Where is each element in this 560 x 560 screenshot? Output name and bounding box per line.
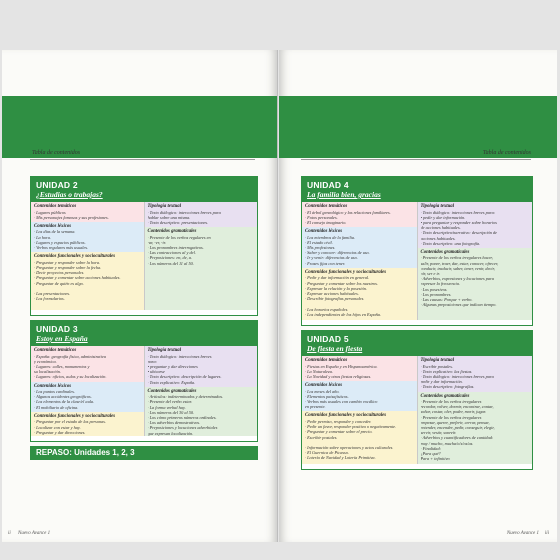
section-item: · La hora. xyxy=(34,234,51,240)
section-heading: Contenidos léxicos xyxy=(305,229,343,235)
section-item: · Preguntar y comentar sobre acciones habituales. xyxy=(34,275,121,281)
section-item: conducir, traducir, saber, tener, venir, decir, xyxy=(420,265,495,271)
unit-header xyxy=(31,177,257,202)
section-heading: Contenidos temáticos xyxy=(34,204,77,209)
section-item: · Presente del verbo estar. xyxy=(147,399,192,405)
section-heading: Contenidos funcionales y socioculturales xyxy=(305,413,387,419)
section-gramaticales xyxy=(418,392,533,464)
section-heading: Tipología textual xyxy=(147,348,182,353)
section-item: · Preguntar y responder sobre la hora. xyxy=(34,259,101,265)
section-heading: Contenidos léxicos xyxy=(34,223,72,229)
header-band xyxy=(2,96,277,158)
section-tematicos xyxy=(31,202,144,222)
section-item: · Preguntar por el estado de las personas. xyxy=(34,419,107,425)
unit-body xyxy=(302,356,532,464)
section-item: y económica. xyxy=(34,358,57,364)
header-rule xyxy=(301,159,531,160)
section-item: · Elementos paisajísticos. xyxy=(305,393,349,399)
section-item: · Presente de los verbos irregulares hacer, xyxy=(420,255,493,261)
unit-body xyxy=(31,346,257,436)
section-item: · Artículos: indeterminados y determinados. xyxy=(147,394,224,400)
section-funcionales xyxy=(302,268,417,320)
section-heading: Contenidos funcionales y socioculturales xyxy=(34,254,116,260)
section-item: · Preposiciones y locuciones adverbiales xyxy=(147,425,218,431)
section-item: su localización. xyxy=(34,369,61,375)
section-item: · El mobiliario de oficina. xyxy=(34,404,79,410)
section-heading: Contenidos léxicos xyxy=(305,383,343,389)
running-head: Tabla de contenidos xyxy=(32,150,81,156)
unit-label: UNIDAD 3 xyxy=(36,324,78,334)
section-item xyxy=(34,435,141,436)
section-heading: Contenidos temáticos xyxy=(305,358,348,363)
section-item: · España: geografía física, administrativa xyxy=(34,353,106,359)
section-item: · Los miembros de la familia. xyxy=(305,234,356,240)
section-item: · Las presentaciones. xyxy=(34,290,71,296)
section-item: · Los números del 11 al 50. xyxy=(147,260,194,266)
section-item: · Preguntar y comentar sobre el precio. xyxy=(305,429,373,435)
section-item: oír, ser e ir. xyxy=(420,271,440,277)
section-item: · Preguntar de quién es algo. xyxy=(34,280,84,286)
left-page xyxy=(2,50,278,542)
section-item: · Lugares: oficios, aulas y su localización. xyxy=(34,374,107,380)
section-item: · Las contracciones al y del. xyxy=(147,250,196,256)
section-tipologia xyxy=(418,202,533,248)
unit-left-column xyxy=(31,202,145,310)
section-item: · Los formularios. xyxy=(34,296,65,302)
section-item: · Preguntar y comentar sobre los nuestros. xyxy=(305,280,379,286)
section-item: ¿Para qué? xyxy=(420,451,441,457)
section-item: · Finalidad: xyxy=(420,445,442,451)
section-item: · Texto descriptivo: descripción de lugares. xyxy=(147,374,222,380)
section-item: • ubicarse xyxy=(147,369,165,375)
section-item: · Escribir postales. xyxy=(420,363,453,369)
unit-label: UNIDAD 5 xyxy=(307,334,349,344)
unit-left-column xyxy=(302,202,418,320)
section-heading: Contenidos gramaticales xyxy=(420,393,470,399)
section-heading: Contenidos gramaticales xyxy=(420,249,470,255)
section-item: · Mis personajes famosos y sus profesiones. xyxy=(34,214,109,220)
section-item: · Texto descriptivo: fotografías. xyxy=(420,384,475,390)
section-item: · Mis profesiones. xyxy=(305,245,336,251)
section-item: · Texto explicativo: las fiestas. xyxy=(420,368,473,374)
unit-title: Estoy en España xyxy=(36,334,88,343)
section-item: · Preguntar y dar direcciones. xyxy=(34,429,86,435)
section-item: · Texto descriptivo: presentaciones. xyxy=(147,219,209,225)
section-item: • pedir y dar información. xyxy=(420,214,466,220)
section-item: • preguntar y dar direcciones xyxy=(147,363,198,369)
section-item: · Localizar con estar y hay. xyxy=(34,424,81,430)
section-item: · Los días de la semana. xyxy=(34,229,76,235)
section-item: · Información sobre operaciones y actos culturales. xyxy=(305,444,394,450)
unit-title: ¿Estudias o trabajas? xyxy=(36,190,103,199)
unit-5-box xyxy=(301,330,533,470)
section-item: · Algunas preposiciones que indican tiempo. xyxy=(420,302,497,308)
section-item: pedir y dar información. xyxy=(420,379,463,385)
book-title: Nuevo Avance 1 xyxy=(506,531,539,536)
section-heading: Contenidos funcionales y socioculturales xyxy=(34,413,116,419)
section-funcionales xyxy=(31,412,144,436)
unit-title: La familia bien, gracias xyxy=(307,190,381,199)
unit-right-column xyxy=(145,346,258,436)
unit-label: UNIDAD 4 xyxy=(307,180,349,190)
section-item: · Lugares públicos xyxy=(34,209,66,215)
section-item: · Los pronombres interrogativos. xyxy=(147,245,204,251)
section-item: en presente. xyxy=(305,404,326,410)
section-heading: Contenidos léxicos xyxy=(34,383,72,389)
unit-4-box xyxy=(301,176,533,326)
section-item: · Presente de los verbos regulares en xyxy=(147,234,211,240)
section-item: · Decir proyectos personales. xyxy=(34,270,85,276)
section-item: · Expresar acciones habituales. xyxy=(305,290,359,296)
section-item: · Adverbios y cuantificadores de cantidad: xyxy=(420,435,494,441)
unit-header xyxy=(31,321,257,346)
section-item: · Los cómo primeros números ordinales. xyxy=(147,415,217,421)
section-item: entender, encender, pedir, conseguir, elegir, xyxy=(420,425,495,431)
header-band xyxy=(279,96,557,158)
section-item: · Los independientes de los hijos en España. xyxy=(305,311,382,317)
section-item: · Verbos regulares más usuales. xyxy=(34,245,89,251)
section-item: · Los puntos cardinales. xyxy=(34,389,76,395)
section-item: muy / mucho, mucha/o/s/os/as. xyxy=(420,440,474,446)
section-item: soñar, costar, oler, poder, morir, jugar. xyxy=(420,409,487,415)
section-item: · Los pronombres. xyxy=(420,291,452,297)
header-rule xyxy=(30,159,255,160)
section-item: · Los meses del año. xyxy=(305,388,340,394)
section-item: Para + infinitivo xyxy=(420,456,450,462)
section-item: · Texto diálogico: intercciones breves para: xyxy=(420,209,496,215)
section-heading: Tipología textual xyxy=(420,358,455,363)
section-item: salir, poner, traer, dar, estar, conocer, ofrecer, xyxy=(420,260,499,266)
section-item: · Saber y conocer: diferencias de uso. xyxy=(305,250,370,256)
section-tipologia xyxy=(145,202,258,227)
section-item: · Describir fotografías personales. xyxy=(305,296,365,302)
section-item: · Presente de los verbos irregulares xyxy=(420,399,482,405)
section-item: · Fiestas en España y en Hispanoamérica. xyxy=(305,363,378,369)
repaso-banner: REPASO: Unidades 1, 2, 3 xyxy=(30,446,258,460)
section-item: · Los elementos de la clase/el aula. xyxy=(34,399,95,405)
section-item: · Fotos personales. xyxy=(305,214,338,220)
section-item: · Texto diálogico: intercciones breves para xyxy=(147,209,221,215)
section-item: · Pedir y dar información en general. xyxy=(305,275,370,281)
section-item: · Texto descriptivo: una fotografía. xyxy=(420,240,481,246)
section-item: · Los números del 30 al 50. xyxy=(147,409,195,415)
section-item: · Los adverbios demostrativos. xyxy=(147,420,201,426)
section-item: · Las causas: Porque + verbo. xyxy=(420,297,473,303)
unit-right-column xyxy=(418,202,533,320)
section-heading: Contenidos funcionales y socioculturales xyxy=(305,269,387,275)
section-lexicos xyxy=(302,381,417,411)
section-tematicos xyxy=(31,346,144,382)
section-item: · El Guernica de Picasso. xyxy=(305,450,349,456)
section-item: · Lotería de Navidad y Lotería Primitiva. xyxy=(305,455,376,461)
section-gramaticales xyxy=(145,387,258,436)
section-item: • para preguntar y responder sobre horarios xyxy=(420,219,497,225)
unit-left-column xyxy=(302,356,418,464)
section-item: · Pedir un favor, responder positiva o negativamente. xyxy=(305,424,397,430)
unit-header xyxy=(302,331,532,356)
section-item: · La Naturaleza. xyxy=(305,368,333,374)
section-item: expresar la frecuencia. xyxy=(420,281,460,287)
section-item: -ar, -er, -ir. xyxy=(147,239,166,245)
section-item: · Ir y venir: diferencias de uso. xyxy=(305,255,358,261)
section-item: · La Navidad y otras fiestas religiosas. xyxy=(305,373,372,379)
section-funcionales xyxy=(302,411,417,464)
running-head: Tabla de contenidos xyxy=(482,150,531,156)
page-number: iii xyxy=(544,531,549,536)
section-tematicos xyxy=(302,356,417,381)
section-item: · Frases fijas con tener. xyxy=(305,260,346,266)
unit-body xyxy=(302,202,532,320)
section-item: · Texto diálogico: intercciones breves para xyxy=(420,373,494,379)
unit-title: De fiesta en fiesta xyxy=(307,344,363,353)
section-item: · Los posesivos. xyxy=(420,286,448,292)
section-heading: Contenidos gramaticales xyxy=(147,229,197,235)
section-item: · Los horarios españoles. xyxy=(305,306,349,312)
section-item: · El árbol genealógico y las relaciones familiares. xyxy=(305,209,391,215)
section-item: recordar, volver, dormir, encontrar, contar, xyxy=(420,404,494,410)
section-item: · Pedir permiso, responder y conceder. xyxy=(305,418,372,424)
section-tipologia xyxy=(145,346,258,387)
section-item: · Presente de los verbos irregulares xyxy=(420,414,482,420)
section-item: que expresan localización. xyxy=(147,430,194,436)
right-page xyxy=(279,50,557,542)
section-item: · Texto descriptivo/narrativo: descripción de xyxy=(420,230,498,236)
unit-header xyxy=(302,177,532,202)
section-item: de acciones habituales. xyxy=(420,225,461,231)
section-item: · El consejo imaginario. xyxy=(305,219,347,225)
unit-2-box xyxy=(30,176,258,316)
unit-label: UNIDAD 2 xyxy=(36,180,78,190)
book-title: Nuevo Avance 1 xyxy=(18,531,51,536)
section-item: · La forma verbal hay. xyxy=(147,404,186,410)
section-item: hablar sobre una misma. xyxy=(147,214,191,220)
unit-body xyxy=(31,202,257,310)
unit-left-column xyxy=(31,346,145,436)
section-heading: Tipología textual xyxy=(147,204,182,209)
unit-right-column xyxy=(418,356,533,464)
section-gramaticales xyxy=(145,227,258,310)
section-item: · Texto explicativo: España. xyxy=(147,379,196,385)
section-heading: Contenidos temáticos xyxy=(305,204,348,209)
unit-right-column xyxy=(145,202,258,310)
section-item: servir, vestir, sonreír. xyxy=(420,430,457,436)
section-heading: Contenidos gramaticales xyxy=(147,388,197,394)
section-item: · Algunos accidentes geográficos. xyxy=(34,394,92,400)
section-item: · Preguntar y responder sobre la fecha. xyxy=(34,264,102,270)
section-item: · Escribir postales. xyxy=(305,434,338,440)
section-item: · Preposiciones: en, de, a. xyxy=(147,255,192,261)
section-item: · Texto diálogico: intercciones breves xyxy=(147,353,212,359)
unit-3-box xyxy=(30,320,258,442)
page-number: ii xyxy=(8,531,11,536)
section-lexicos xyxy=(302,227,417,268)
section-tipologia xyxy=(418,356,533,392)
section-item: · El estado civil. xyxy=(305,239,333,245)
section-funcionales xyxy=(31,252,144,310)
section-item: · Adverbios, expresiones y locuciones para xyxy=(420,276,494,282)
section-lexicos xyxy=(31,382,144,412)
section-item: empezar, querer, preferir, cerrar, pensar, xyxy=(420,419,490,425)
section-item: · Lugares y espacios públicos. xyxy=(34,239,86,245)
section-tematicos xyxy=(302,202,417,227)
section-lexicos xyxy=(31,222,144,252)
section-item: · Lugares: calles, monumentos y xyxy=(34,363,90,369)
section-item: · Expresar la relación y la posesión. xyxy=(305,285,367,291)
section-item: para: xyxy=(147,358,158,364)
section-item: · Verbos más usuales con cambio vocálico xyxy=(305,399,378,405)
section-heading: Tipología textual xyxy=(420,204,455,209)
section-item: acciones habituales. xyxy=(420,235,456,241)
section-heading: Contenidos temáticos xyxy=(34,348,77,353)
section-gramaticales xyxy=(418,248,533,320)
